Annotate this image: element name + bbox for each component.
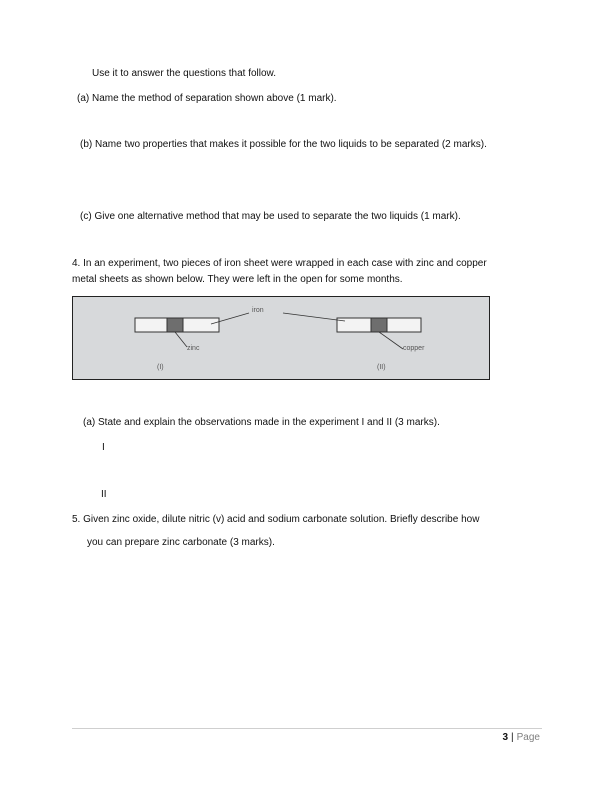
page-footer	[502, 732, 540, 743]
q5-line1: 5. Given zinc oxide, dilute nitric (v) acid and sodium carbonate solution. Briefly describe how	[72, 514, 480, 525]
q4-a-text: (a) State and explain the observations made in the experiment I and II (3 marks).	[83, 417, 440, 428]
page-number: 3	[502, 732, 509, 743]
experiment-diagram	[73, 297, 491, 381]
page-word: Page	[516, 732, 540, 743]
q4-stem-line2: metal sheets as shown below. They were left in the open for some months.	[72, 274, 403, 285]
intro-line: Use it to answer the questions that follow.	[92, 68, 276, 79]
q5-line2: you can prepare zinc carbonate (3 marks).	[87, 537, 275, 548]
label-experiment-2: (II)	[377, 364, 386, 371]
label-experiment-1: (I)	[157, 364, 164, 371]
footer-separator: |	[511, 732, 514, 743]
answer-label-i: I	[102, 442, 105, 453]
answer-label-ii: II	[101, 489, 107, 500]
q3-b-text: (b) Name two properties that makes it possible for the two liquids to be separated (2 marks).	[80, 139, 487, 150]
zinc-pointer	[175, 332, 187, 347]
label-iron: iron	[252, 307, 264, 314]
label-zinc: zinc	[187, 345, 200, 352]
footer-divider	[72, 728, 542, 729]
experiment-figure	[72, 296, 490, 380]
q3-c-text: (c) Give one alternative method that may be used to separate the two liquids (1 mark).	[80, 211, 461, 222]
copper-pointer	[379, 332, 403, 349]
zinc-wrap	[167, 318, 183, 332]
iron-pointer-2	[283, 313, 345, 321]
q3-a-text: (a) Name the method of separation shown above (1 mark).	[77, 93, 337, 104]
q4-stem-line1: 4. In an experiment, two pieces of iron sheet were wrapped in each case with zinc and copper	[72, 258, 487, 269]
label-copper: copper	[403, 345, 425, 352]
copper-wrap	[371, 318, 387, 332]
